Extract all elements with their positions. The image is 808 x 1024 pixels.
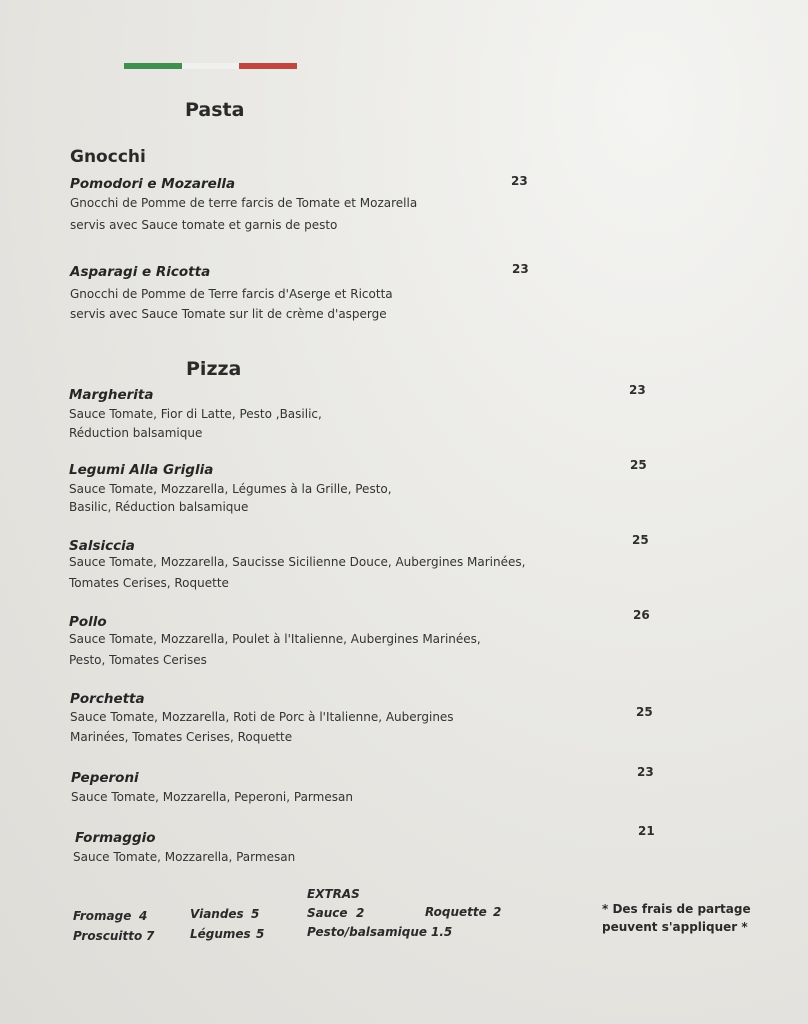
item-desc-line: Tomates Cerises, Roquette	[69, 576, 229, 590]
item-name: Porchetta	[70, 691, 145, 707]
item-name: Pomodori e Mozarella	[70, 176, 236, 192]
sharing-fee-note-line: * Des frais de partage	[602, 902, 751, 916]
extra-item-name: Roquette	[425, 905, 487, 919]
extra-item-name: Légumes	[190, 927, 251, 941]
extra-item-price: 4	[139, 909, 148, 923]
extra-item-price: 2	[493, 905, 502, 919]
extra-item-name: Fromage	[73, 909, 132, 923]
item-desc-line: Sauce Tomate, Mozzarella, Parmesan	[73, 850, 296, 864]
item-desc-line: Sauce Tomate, Mozzarella, Poulet à l'Italienne, Aubergines Marinées,	[69, 632, 481, 646]
item-price: 23	[511, 174, 528, 188]
item-desc-line: Gnocchi de Pomme de Terre farcis d'Aserge et Ricotta	[70, 287, 393, 301]
item-price: 25	[630, 458, 647, 472]
extra-item-name: Proscuitto	[73, 929, 143, 943]
item-desc-line: Marinées, Tomates Cerises, Roquette	[70, 730, 293, 744]
item-price: 21	[638, 824, 655, 838]
flag-white-band	[182, 63, 240, 69]
item-desc-line: servis avec Sauce Tomate sur lit de crème d'asperge	[70, 307, 387, 321]
extra-item-price: 5	[256, 927, 265, 941]
item-desc-line: Basilic, Réduction balsamique	[69, 500, 249, 514]
item-desc-line: Sauce Tomate, Mozzarella, Peperoni, Parmesan	[71, 790, 353, 804]
item-price: 23	[629, 383, 646, 397]
extra-item-price: 5	[251, 907, 260, 921]
extra-item-name: Sauce	[307, 906, 348, 920]
item-price: 25	[632, 533, 649, 547]
item-price: 23	[512, 262, 529, 276]
item-price: 26	[633, 608, 650, 622]
item-desc-line: Gnocchi de Pomme de terre farcis de Tomate et Mozarella	[70, 196, 418, 210]
sharing-fee-note-line: peuvent s'appliquer *	[602, 920, 748, 934]
item-desc-line: Sauce Tomate, Fior di Latte, Pesto ,Basilic,	[69, 407, 322, 421]
item-desc-line: Pesto, Tomates Cerises	[69, 653, 207, 667]
item-desc-line: servis avec Sauce tomate et garnis de pesto	[70, 218, 338, 232]
item-price: 25	[636, 705, 653, 719]
flag-red-band	[239, 63, 297, 69]
item-name: Formaggio	[75, 830, 156, 846]
extra-item-price: 1.5	[431, 925, 453, 939]
item-desc-line: Sauce Tomate, Mozzarella, Légumes à la Grille, Pesto,	[69, 482, 392, 496]
item-name: Legumi Alla Griglia	[69, 462, 214, 478]
category-gnocchi: Gnocchi	[70, 147, 146, 167]
item-name: Peperoni	[71, 770, 139, 786]
item-price: 23	[637, 765, 654, 779]
item-desc-line: Réduction balsamique	[69, 426, 203, 440]
item-name: Asparagi e Ricotta	[70, 264, 211, 280]
italian-flag-stripe	[124, 63, 297, 69]
section-title-pasta: Pasta	[185, 99, 245, 121]
extras-title: EXTRAS	[307, 887, 360, 901]
item-desc-line: Sauce Tomate, Mozzarella, Saucisse Sicilienne Douce, Aubergines Marinées,	[69, 555, 526, 569]
extra-item-price: 7	[146, 929, 155, 943]
item-desc-line: Sauce Tomate, Mozzarella, Roti de Porc à l'Italienne, Aubergines	[70, 710, 454, 724]
extra-item-name: Pesto/balsamique	[307, 925, 428, 939]
flag-green-band	[124, 63, 182, 69]
item-name: Margherita	[69, 387, 154, 403]
section-title-pizza: Pizza	[186, 358, 242, 380]
item-name: Pollo	[69, 614, 107, 630]
extra-item-price: 2	[356, 906, 365, 920]
item-name: Salsiccia	[69, 538, 135, 554]
extra-item-name: Viandes	[190, 907, 244, 921]
